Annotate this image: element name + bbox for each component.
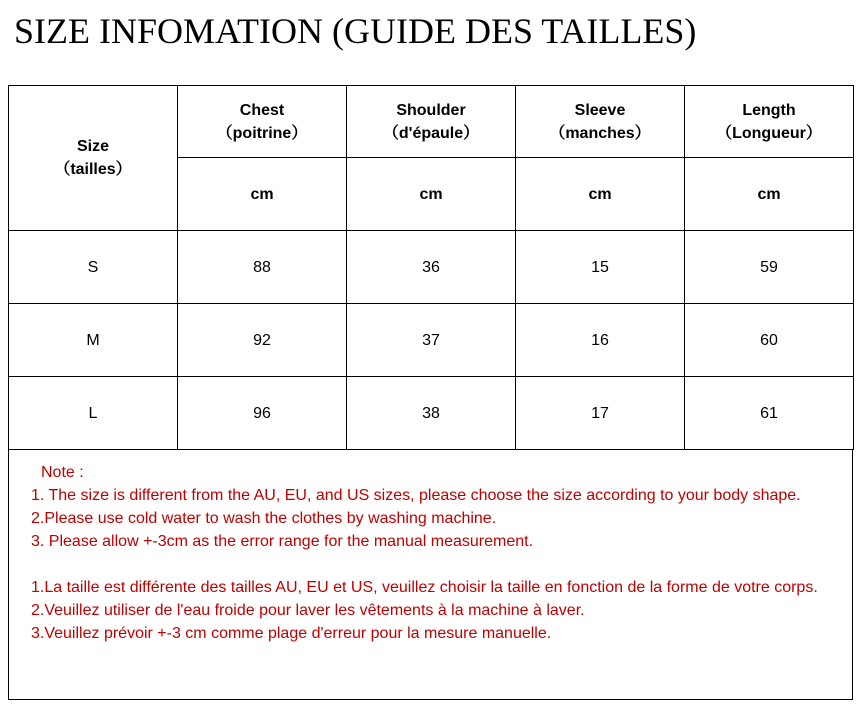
- note-en-item: 1. The size is different from the AU, EU, and US sizes, please choose the size according to your body shape.: [31, 487, 801, 504]
- size-header-label: Size: [76, 138, 109, 155]
- note-en-item: 3. Please allow +-3cm as the error range for the manual measurement.: [31, 533, 534, 550]
- note-fr-item: 1.La taille est différente des tailles AU, EU et US, veuillez choisir la taille en fonction de la forme de votre corps.: [31, 579, 818, 596]
- notes-box: [8, 450, 853, 700]
- column-header-label-fr: （Longueur）: [716, 124, 822, 142]
- value-cell: 15: [516, 231, 685, 304]
- size-cell: L: [9, 377, 178, 450]
- value-cell: 61: [685, 377, 854, 450]
- unit-cell: cm: [516, 158, 685, 231]
- column-header-label: Sleeve: [574, 101, 626, 119]
- unit-cell: cm: [347, 158, 516, 231]
- column-header-label-fr: （d'épaule）: [382, 124, 480, 142]
- value-cell: 96: [178, 377, 347, 450]
- table-header-row: [9, 86, 854, 158]
- value-cell: 17: [516, 377, 685, 450]
- value-cell: 60: [685, 304, 854, 377]
- column-header-label: Shoulder: [396, 101, 466, 119]
- note-spacer: [31, 553, 852, 576]
- sleeve-header-cell: [516, 86, 685, 158]
- value-cell: 38: [347, 377, 516, 450]
- table-row: [9, 304, 854, 377]
- column-header-label-fr: （poitrine）: [216, 124, 308, 142]
- note-title: Note :: [41, 464, 84, 481]
- chest-header-cell: [178, 86, 347, 158]
- value-cell: 37: [347, 304, 516, 377]
- unit-cell: cm: [685, 158, 854, 231]
- table-row: [9, 377, 854, 450]
- size-chart-table: [8, 85, 854, 450]
- column-header-label-fr: （manches）: [549, 124, 651, 142]
- note-fr-item: 2.Veuillez utiliser de l'eau froide pour laver les vêtements à la machine à laver.: [31, 602, 585, 619]
- value-cell: 16: [516, 304, 685, 377]
- value-cell: 36: [347, 231, 516, 304]
- column-header-label: Length: [742, 101, 796, 119]
- length-header-cell: [685, 86, 854, 158]
- size-header-label-fr: （tailles）: [54, 161, 132, 178]
- unit-cell: cm: [178, 158, 347, 231]
- page-title: SIZE INFOMATION (GUIDE DES TAILLES): [14, 11, 697, 51]
- note-en-item: 2.Please use cold water to wash the clothes by washing machine.: [31, 510, 497, 527]
- size-cell: M: [9, 304, 178, 377]
- shoulder-header-cell: [347, 86, 516, 158]
- note-fr-item: 3.Veuillez prévoir +-3 cm comme plage d'erreur pour la mesure manuelle.: [31, 625, 552, 642]
- value-cell: 92: [178, 304, 347, 377]
- table-row: [9, 231, 854, 304]
- size-header-cell: [9, 86, 178, 231]
- value-cell: 59: [685, 231, 854, 304]
- size-cell: S: [9, 231, 178, 304]
- value-cell: 88: [178, 231, 347, 304]
- column-header-label: Chest: [239, 101, 285, 119]
